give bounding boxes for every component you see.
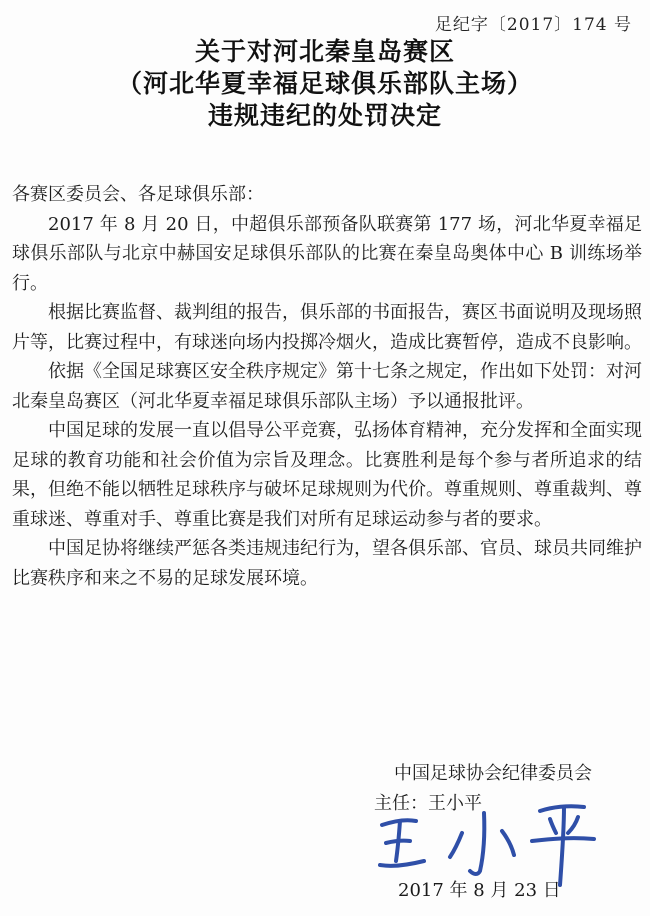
- paragraph-closing: 中国足协将继续严惩各类违规违纪行为，望各俱乐部、官员、球员共同维护比赛秩序和来之不易的足球发展环境。: [12, 538, 642, 589]
- title-line-2: （河北华夏幸福足球俱乐部队主场）: [116, 69, 533, 98]
- salutation: 各赛区委员会、各足球俱乐部：: [12, 184, 264, 205]
- signature-block: [332, 760, 592, 814]
- document-title: [0, 36, 650, 132]
- paragraph-principles: 中国足球的发展一直以倡导公平竞赛，弘扬体育精神，充分发挥和全面实现足球的教育功能和社会价值为宗旨及理念。比赛胜利是每个参与者所追求的结果，但绝不能以牺牲足球秩序与破坏足球规则为代价。尊重规则、尊重裁判、尊重球迷、尊重对手、尊重比赛是我们对所有足球运动参与者的要求。: [12, 420, 642, 530]
- document-number: 足纪字〔2017〕174 号: [434, 15, 632, 35]
- issuing-organization: 中国足球协会纪律委员会: [394, 763, 592, 784]
- paragraph-findings: 根据比赛监督、裁判组的报告，俱乐部的书面报告，赛区书面说明及现场照片等，比赛过程中，有球迷向场内投掷冷烟火，造成比赛暂停，造成不良影响。: [12, 302, 642, 353]
- director-line: 主任：王小平: [374, 793, 482, 814]
- title-line-3: 违规违纪的处罚决定: [207, 101, 442, 130]
- signature-date: 2017 年 8 月 23 日: [398, 880, 561, 901]
- paragraph-incident: 2017 年 8 月 20 日，中超俱乐部预备队联赛第 177 场，河北华夏幸福足球俱乐部队与北京中赫国安足球俱乐部队的比赛在秦皇岛奥体中心 B 训练场举行。: [12, 213, 642, 294]
- document-body: [12, 180, 642, 593]
- paragraph-penalty: 依据《全国足球赛区安全秩序规定》第十七条之规定，作出如下处罚：对河北秦皇岛赛区（河北华夏幸福足球俱乐部队主场）予以通报批评。: [12, 361, 642, 412]
- title-line-1: 关于对河北秦皇岛赛区: [194, 37, 455, 66]
